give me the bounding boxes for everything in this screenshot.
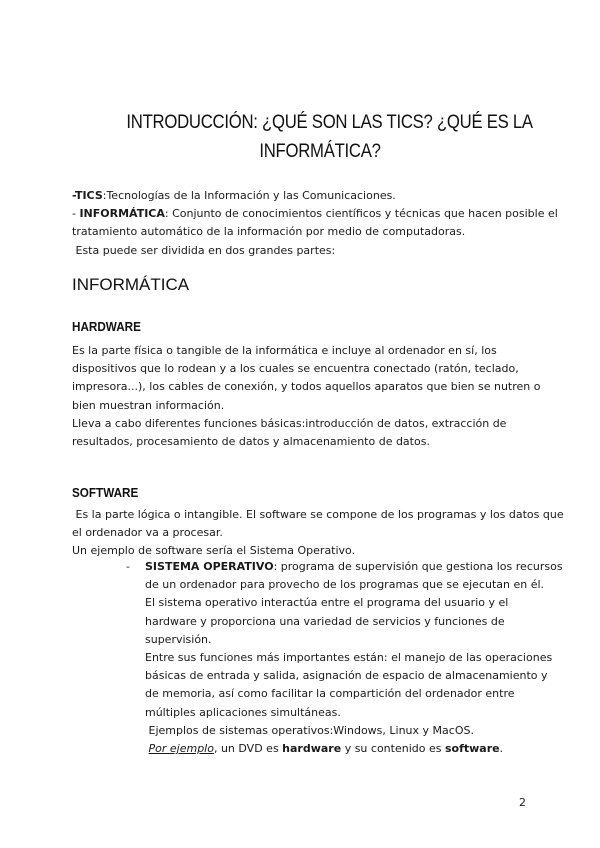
informatica-term: INFORMÁTICA (79, 207, 165, 221)
example-mid2: y su contenido es (341, 742, 445, 756)
so-line: de memoria, así como facilitar la compartición del ordenador entre (145, 687, 515, 701)
example-line (145, 740, 540, 758)
example-hardware: hardware (282, 742, 342, 756)
so-first-text: : programa de supervisión que gestiona los recursos (273, 560, 563, 573)
hardware-line: dispositivos que lo rodean y a los cuales se encuentra conectado (ratón, teclado, (72, 362, 519, 376)
software-line: Es la parte lógica o intangible. El software se compone de los programas y los datos que (72, 508, 564, 521)
example-underlined: Por ejemplo (148, 742, 214, 756)
hardware-paragraph (72, 342, 542, 451)
hardware-line: resultados, procesamiento de datos y almacenamiento de datos. (72, 435, 430, 449)
so-line: Entre sus funciones más importantes están: el manejo de las operaciones (145, 651, 553, 665)
hardware-line: bien muestran información. (72, 398, 225, 412)
software-heading: SOFTWARE (72, 485, 139, 500)
title-line-1: INTRODUCCIÓN: ¿QUÉ SON LAS TICS? ¿QUÉ ES LA (126, 112, 533, 133)
page-title (126, 108, 533, 166)
software-line: Un ejemplo de software sería el Sistema Operativo. (72, 544, 356, 558)
software-line: el ordenador va a procesar. (72, 526, 223, 540)
example-end: . (499, 742, 504, 756)
example-software: software (444, 742, 500, 756)
tics-term: -TICS (72, 189, 103, 202)
hardware-line: impresora...), los cables de conexión, y todos aquellos aparatos que bien se nutren o (72, 380, 541, 394)
sistema-operativo-item (145, 558, 563, 758)
tics-def-text: :Tecnologías de la Información y las Comunicaciones. (102, 189, 396, 202)
so-line: hardware y proporciona una variedad de servicios y funciones de (145, 614, 505, 628)
title-line-2: INFORMÁTICA? (259, 141, 381, 162)
list-bullet-dash: - (126, 560, 130, 573)
divide-text: Esta puede ser dividida en dos grandes partes: (72, 243, 336, 257)
so-line: múltiples aplicaciones simultáneas. (145, 705, 341, 719)
page-number: 2 (519, 796, 526, 809)
inf-def-line-2: tratamiento automático de la información por medio de computadoras. (72, 225, 466, 239)
section-heading-informatica: INFORMÁTICA (72, 275, 190, 294)
so-first-line (145, 558, 563, 576)
hardware-line: Es la parte física o tangible de la informática e incluye al ordenador en sí, los (72, 344, 497, 357)
inf-def-line-1: : Conjunto de conocimientos científicos y técnicas que hacen posible el (164, 207, 558, 221)
inf-prefix: - (72, 207, 80, 221)
so-line: básicas de entrada y salida, asignación de espacio de almacenamiento y (145, 669, 548, 683)
hardware-heading: HARDWARE (72, 319, 141, 334)
so-line: de un ordenador para provecho de los programas que se ejecutan en él. (145, 578, 545, 592)
example-mid: , un DVD es (213, 742, 283, 756)
so-line: supervisión. (145, 632, 212, 646)
tics-definition (72, 187, 542, 205)
so-line: El sistema operativo interactúa entre el programa del usuario y el (145, 596, 509, 610)
hardware-line: Lleva a cabo diferentes funciones básicas:introducción de datos, extracción de (72, 416, 507, 430)
software-paragraph (72, 506, 564, 561)
intro-paragraph (72, 187, 558, 260)
informatica-definition (72, 205, 558, 223)
so-line: Ejemplos de sistemas operativos:Windows, Linux y MacOS. (145, 723, 474, 737)
so-term: SISTEMA OPERATIVO (145, 560, 274, 573)
